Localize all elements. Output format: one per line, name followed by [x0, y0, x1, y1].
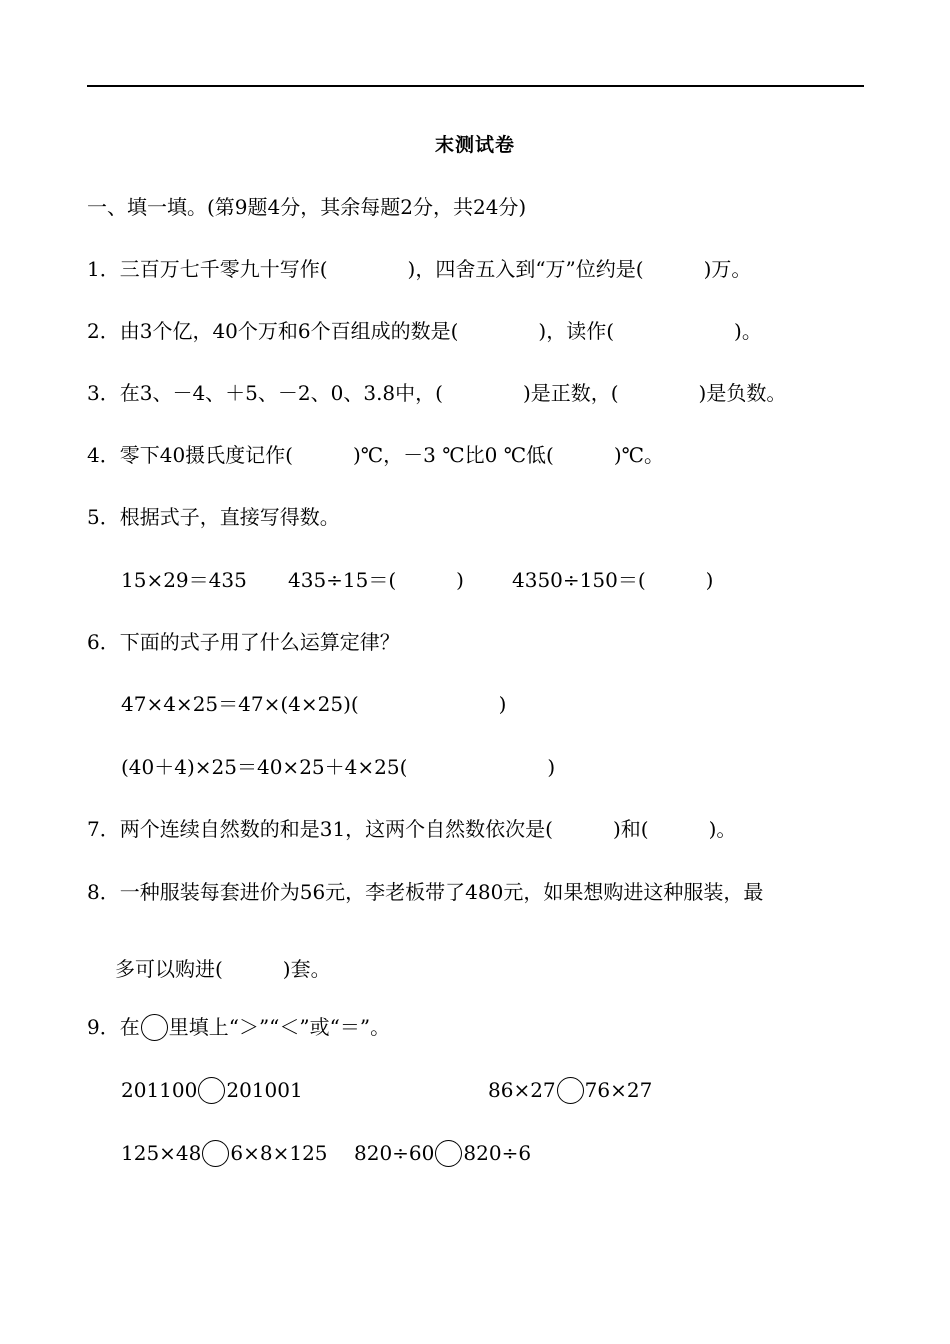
compare-1-left: 201100	[121, 1078, 198, 1102]
question-8-line-2: 多可以购进( )套。	[115, 957, 331, 981]
compare-3-right: 6×8×125	[230, 1141, 328, 1165]
compare-4-circle-icon[interactable]	[435, 1140, 462, 1167]
question-5-stem: 5．根据式子，直接写得数。	[87, 505, 340, 529]
compare-3-circle-icon[interactable]	[202, 1140, 229, 1167]
question-7: 7．两个连续自然数的和是31，这两个自然数依次是( )和( )。	[87, 817, 737, 841]
page-title: 末测试卷	[434, 134, 515, 156]
question-6-expr-1: 47×4×25＝47×(4×25)( )	[121, 692, 507, 716]
question-6-expr-2: (40＋4)×25＝40×25＋4×25( )	[121, 755, 556, 779]
question-8-line-1: 8．一种服装每套进价为56元，李老板带了480元，如果想购进这种服装，最	[87, 880, 764, 904]
question-5-expr-2: 435÷15＝( )	[288, 568, 464, 592]
question-6-stem: 6．下面的式子用了什么运算定律？	[87, 630, 400, 654]
question-3: 3．在3、－4、＋5、－2、0、3.8中，( )是正数，( )是负数。	[87, 381, 787, 405]
compare-4-left: 820÷60	[354, 1141, 435, 1165]
top-rule	[87, 85, 864, 87]
section-heading: 一、填一填。(第9题4分，其余每题2分，共24分)	[87, 195, 527, 219]
compare-item-2	[488, 1076, 652, 1104]
compare-2-left: 86×27	[488, 1078, 556, 1102]
compare-item-4	[354, 1139, 531, 1167]
question-2: 2．由3个亿，40个万和6个百组成的数是( )，读作( )。	[87, 319, 762, 343]
question-4: 4．零下40摄氏度记作( )℃，－3 ℃比0 ℃低( )℃。	[87, 443, 665, 467]
compare-item-1	[121, 1076, 303, 1104]
question-9-stem-post: 里填上“＞”“＜”或“＝”。	[168, 1015, 391, 1039]
question-9-stem	[87, 1013, 390, 1041]
question-5-expr-3: 4350÷150＝( )	[512, 568, 714, 592]
compare-1-circle-icon[interactable]	[198, 1077, 225, 1104]
compare-item-3	[121, 1139, 328, 1167]
question-9-stem-pre: 9．在	[87, 1015, 140, 1039]
compare-2-circle-icon[interactable]	[557, 1077, 584, 1104]
question-1: 1．三百万七千零九十写作( )，四舍五入到“万”位约是( )万。	[87, 257, 752, 281]
compare-2-right: 76×27	[584, 1078, 653, 1102]
compare-circle-icon	[141, 1014, 168, 1041]
compare-3-left: 125×48	[121, 1141, 202, 1165]
question-5-expr-1: 15×29＝435	[121, 568, 247, 592]
compare-4-right: 820÷6	[463, 1141, 532, 1165]
compare-1-right: 201001	[226, 1078, 303, 1102]
